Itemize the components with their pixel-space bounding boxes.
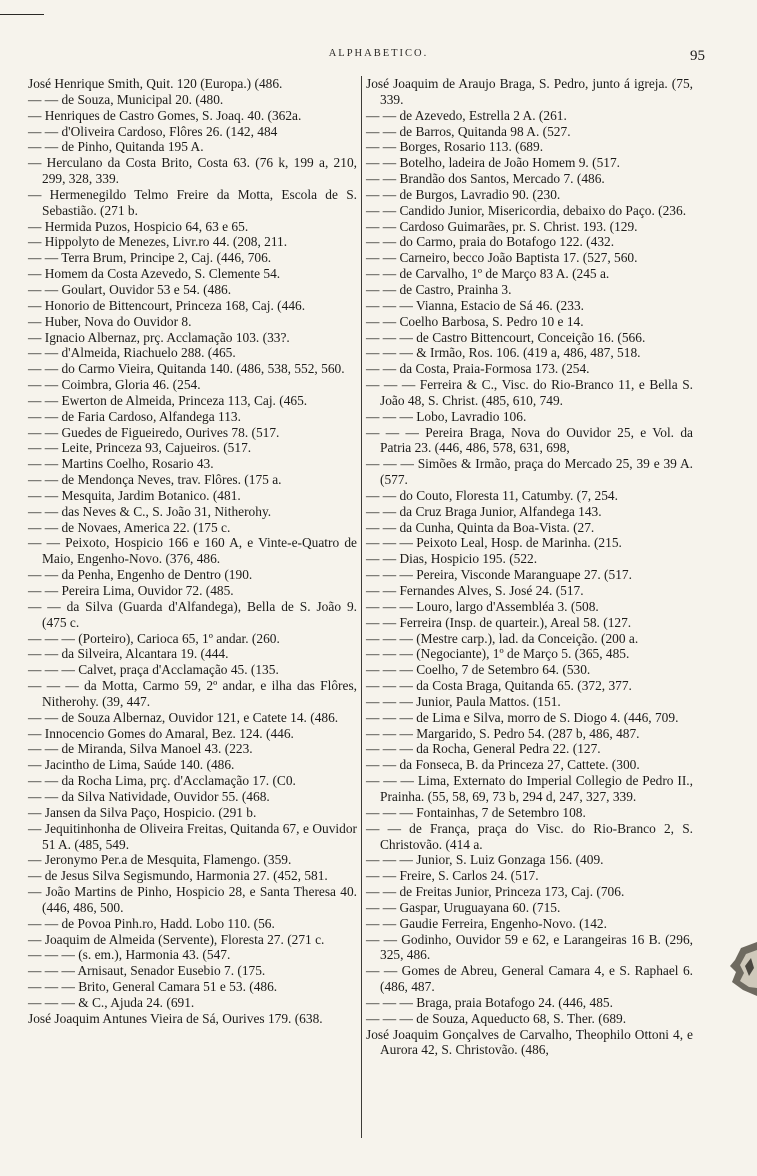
left-column-entry: — — de Faria Cardoso, Alfandega 113.: [28, 408, 241, 424]
running-title: ALPHABETICO.: [328, 48, 429, 59]
right-column-entry: — — do Carmo, praia do Botafogo 122. (432.: [366, 234, 615, 250]
right-column-entry: — — Gomes de Abreu, General Camara 4, e S. Raphael 6. (486, 487.: [366, 963, 693, 995]
right-column-entry: — — de França, praça do Visc. do Rio-Branco 2, S. Christovão. (414 a.: [366, 820, 693, 852]
right-column-entry: — — Carneiro, becco João Baptista 17. (527, 560.: [366, 250, 638, 266]
right-column-entry: — — — da Costa Braga, Quitanda 65. (372, 377.: [366, 678, 632, 694]
left-column-entry: — — da Penha, Engenho de Dentro (190.: [28, 567, 253, 583]
left-column-entry: — — de Miranda, Silva Manoel 43. (223.: [28, 741, 253, 757]
left-column-entry: — — de Novaes, America 22. (175 c.: [28, 519, 231, 535]
right-column-entry: — — da Cruz Braga Junior, Alfandega 143.: [366, 503, 602, 519]
left-column-entry: — — da Rocha Lima, prç. d'Acclamação 17. (C0.: [28, 773, 296, 789]
right-column-entry: — — — Ferreira & C., Visc. do Rio-Branco 11, e Bella S. João 48, S. Christ. (485, 610, 749.: [366, 377, 693, 408]
right-column-entry: — — de Azevedo, Estrella 2 A. (261.: [366, 107, 567, 123]
left-column-entry: — Hermida Puzos, Hospicio 64, 63 e 65.: [28, 218, 249, 234]
right-column-entry: — — Gaudie Ferreira, Engenho-Novo. (142.: [366, 915, 607, 931]
right-column-entry: — — — de Lima e Silva, morro de S. Diogo 4. (446, 709.: [366, 709, 679, 725]
right-column-entry: — — — Junior, Paula Mattos. (151.: [366, 693, 561, 709]
right-column-entry: — — da Cunha, Quinta da Boa-Vista. (27.: [366, 519, 595, 535]
right-column-entry: — — — Simões & Irmão, praça do Mercado 25, 39 e 39 A. (577.: [366, 456, 693, 488]
left-column-entry: — — Mesquita, Jardim Botanico. (481.: [28, 487, 241, 503]
left-column-entry: — — das Neves & C., S. João 31, Nitherohy.: [28, 503, 272, 519]
corner-rule: [0, 14, 44, 15]
right-column-entry: — — — Junior, S. Luiz Gonzaga 156. (409.: [366, 852, 604, 868]
left-column-entry: — — — Calvet, praça d'Acclamação 45. (135.: [28, 662, 279, 678]
right-column-entry: — — — de Souza, Aqueducto 68, S. Ther. (689.: [366, 1010, 627, 1026]
left-column-entry: — de Jesus Silva Segismundo, Harmonia 27. (452, 581.: [28, 868, 328, 884]
right-column-entry: — — — Pereira Braga, Nova do Ouvidor 25, e Vol. da Patria 23. (446, 486, 578, 631, 698,: [366, 424, 693, 456]
right-column-entry: — — de Burgos, Lavradio 90. (230.: [366, 186, 561, 202]
left-column-entry: — Herculano da Costa Brito, Costa 63. (76 k, 199 a, 210, 299, 328, 339.: [28, 155, 357, 187]
right-column-entry: — — da Costa, Praia-Formosa 173. (254.: [366, 361, 590, 377]
right-column-entry: — — — Peixoto Leal, Hosp. de Marinha. (215.: [366, 535, 622, 551]
right-column: [366, 76, 693, 1058]
right-column-entry: — — — Braga, praia Botafogo 24. (446, 485.: [366, 994, 613, 1010]
right-column-entry: — — — (Mestre carp.), lad. da Conceição. (200 a.: [366, 630, 639, 646]
right-column-entry: — — — Lima, Externato do Imperial Collegio de Pedro II., Prainha. (55, 58, 69, 73 b, 294 d, 247, 327, 339.: [366, 773, 693, 804]
left-column-entry: — — Pereira Lima, Ouvidor 72. (485.: [28, 583, 234, 598]
right-column-entry: — — da Fonseca, B. da Princeza 27, Cattete. (300.: [366, 757, 640, 773]
right-column-entry: José Joaquim Gonçalves de Carvalho, Theophilo Ottoni 4, e Aurora 42, S. Christovão. (486,: [366, 1026, 693, 1058]
right-column-entry: — — — & Irmão, Ros. 106. (419 a, 486, 487, 518.: [366, 345, 641, 361]
right-column-entry: — — Cardoso Guimarães, pr. S. Christ. 193. (129.: [366, 218, 638, 234]
right-column-entry: — — — de Castro Bittencourt, Conceição 16. (566.: [366, 329, 646, 345]
right-column-entry: — — Dias, Hospicio 195. (522.: [366, 551, 538, 567]
left-column-entry: — — Terra Brum, Principe 2, Caj. (446, 706.: [28, 250, 272, 266]
right-column-entry: — — — Margarido, S. Pedro 54. (287 b, 486, 487.: [366, 725, 640, 741]
right-column-entry: — — Fernandes Alves, S. José 24. (517.: [366, 583, 584, 598]
left-column-entry: — — d'Almeida, Riachuelo 288. (465.: [28, 345, 236, 361]
left-column-entry: — Honorio de Bittencourt, Princeza 168, Caj. (446.: [28, 297, 306, 313]
left-column-entry: — — de Souza, Municipal 20. (480.: [28, 91, 224, 107]
left-column-entry: — Ignacio Albernaz, prç. Acclamação 103. (33?.: [28, 329, 290, 345]
left-column-entry: — Huber, Nova do Ouvidor 8.: [28, 313, 192, 329]
left-column-entry: — — de Pinho, Quitanda 195 A.: [28, 139, 204, 155]
left-column-entry: — Jeronymo Per.a de Mesquita, Flamengo. (359.: [28, 852, 292, 868]
left-column-entry: — — — (s. em.), Harmonia 43. (547.: [28, 947, 231, 963]
right-column-entry: — — — Lobo, Lavradio 106.: [366, 408, 527, 424]
left-column-entry: — Henriques de Castro Gomes, S. Joaq. 40. (362a.: [28, 107, 302, 123]
left-column-entry: — — Coimbra, Gloria 46. (254.: [28, 377, 201, 393]
left-column-entry: — — Leite, Princeza 93, Cajueiros. (517.: [28, 440, 252, 456]
right-column-entry: — — — Vianna, Estacio de Sá 46. (233.: [366, 297, 584, 313]
right-column-entry: — — Godinho, Ouvidor 59 e 62, e Larangeiras 16 B. (296, 325, 486.: [366, 931, 693, 963]
left-column-entry: — Jacintho de Lima, Saúde 140. (486.: [28, 757, 235, 773]
right-column-entry: — — Borges, Rosario 113. (689.: [366, 139, 544, 155]
left-column-entry: — — — Brito, General Camara 51 e 53. (486.: [28, 979, 278, 995]
right-column-entry: — — — Louro, largo d'Assembléa 3. (508.: [366, 598, 599, 614]
column-divider: [361, 76, 362, 1138]
left-column-entry: — — Peixoto, Hospicio 166 e 160 A, e Vinte-e-Quatro de Maio, Engenho-Novo. (376, 486.: [28, 535, 357, 567]
left-column-entry: — Homem da Costa Azevedo, S. Clemente 54.: [28, 266, 281, 282]
right-column-entry: — — Candido Junior, Misericordia, debaixo do Paço. (236.: [366, 202, 687, 218]
right-column-entry: — — de Barros, Quitanda 98 A. (527.: [366, 123, 571, 139]
left-column-entry: — — de Souza Albernaz, Ouvidor 121, e Catete 14. (486.: [28, 709, 339, 725]
left-column-entry: — — — Arnisaut, Senador Eusebio 7. (175.: [28, 963, 266, 979]
left-column-entry: — — da Silveira, Alcantara 19. (444.: [28, 646, 229, 662]
page-number: 95: [690, 48, 705, 64]
right-column-entry: — — — da Rocha, General Pedra 22. (127.: [366, 741, 601, 757]
right-column-entry: — — Coelho Barbosa, S. Pedro 10 e 14.: [366, 313, 584, 329]
left-column-entry: — Jansen da Silva Paço, Hospicio. (291 b.: [28, 804, 257, 820]
left-column-entry: — — de Povoa Pinh.ro, Hadd. Lobo 110. (56.: [28, 915, 275, 931]
left-column-entry: — — Martins Coelho, Rosario 43.: [28, 456, 214, 472]
right-column-entry: — — — Coelho, 7 de Setembro 64. (530.: [366, 662, 591, 678]
left-column-entry: — — Guedes de Figueiredo, Ourives 78. (517.: [28, 424, 280, 440]
left-column-entry: — — do Carmo Vieira, Quitanda 140. (486, 538, 552, 560.: [28, 361, 345, 377]
right-column-entry: — — Freire, S. Carlos 24. (517.: [366, 868, 539, 884]
left-column-entry: — — — da Motta, Carmo 59, 2º andar, e ilha das Flôres, Nitherohy. (39, 447.: [28, 678, 357, 709]
right-column-entry: — — de Carvalho, 1º de Março 83 A. (245 a.: [366, 266, 610, 282]
right-column-entry: — — Ferreira (Insp. de quarteir.), Areal 58. (127.: [366, 614, 632, 630]
left-column-entry: José Joaquim Antunes Vieira de Sá, Ourives 179. (638.: [28, 1010, 323, 1026]
left-column-entry: — Joaquim de Almeida (Servente), Floresta 27. (271 c.: [28, 931, 325, 947]
left-column-entry: — — da Silva (Guarda d'Alfandega), Bella de S. João 9. (475 c.: [28, 598, 357, 630]
right-column-entry: — — — (Negociante), 1º de Março 5. (365, 485.: [366, 646, 630, 662]
left-column-entry: — — Ewerton de Almeida, Princeza 113, Caj. (465.: [28, 392, 308, 408]
right-column-entry: — — de Castro, Prainha 3.: [366, 281, 512, 297]
left-column-entry: — Hippolyto de Menezes, Livr.ro 44. (208, 211.: [28, 234, 288, 250]
left-column-entry: — — de Mendonça Neves, trav. Flôres. (175 a.: [28, 472, 282, 488]
left-column-entry: — Jequitinhonha de Oliveira Freitas, Quitanda 67, e Ouvidor 51 A. (485, 549.: [28, 820, 357, 852]
torn-paper-fragment: [727, 938, 757, 998]
left-column-entry: — — — & C., Ajuda 24. (691.: [28, 994, 195, 1010]
left-column-entry: — — — (Porteiro), Carioca 65, 1º andar. (260.: [28, 630, 280, 646]
left-column-entry: José Henrique Smith, Quit. 120 (Europa.) (486.: [28, 76, 283, 91]
right-column-entry: — — do Couto, Floresta 11, Catumby. (7, 254.: [366, 487, 618, 503]
left-column-entry: — — da Silva Natividade, Ouvidor 55. (468.: [28, 788, 270, 804]
left-column: [28, 76, 357, 1027]
left-column-entry: — Innocencio Gomes do Amaral, Bez. 124. (446.: [28, 725, 294, 741]
right-column-entry: — — de Freitas Junior, Princeza 173, Caj. (706.: [366, 884, 625, 900]
left-column-entry: — João Martins de Pinho, Hospicio 28, e Santa Theresa 40. (446, 486, 500.: [28, 884, 357, 915]
right-column-entry: — — Gaspar, Uruguayana 60. (715.: [366, 899, 561, 915]
left-column-entry: — — Goulart, Ouvidor 53 e 54. (486.: [28, 281, 232, 297]
right-column-entry: José Joaquim de Araujo Braga, S. Pedro, junto á igreja. (75, 339.: [366, 76, 693, 107]
right-column-entry: — — Botelho, ladeira de João Homem 9. (517.: [366, 155, 620, 171]
right-column-entry: — — Brandão dos Santos, Mercado 7. (486.: [366, 171, 605, 187]
right-column-entry: — — — Fontainhas, 7 de Setembro 108.: [366, 804, 586, 820]
left-column-entry: — Hermenegildo Telmo Freire da Motta, Escola de S. Sebastião. (271 b.: [28, 186, 357, 218]
left-column-entry: — — d'Oliveira Cardoso, Flôres 26. (142, 484: [28, 123, 278, 139]
right-column-entry: — — — Pereira, Visconde Maranguape 27. (517.: [366, 567, 632, 583]
